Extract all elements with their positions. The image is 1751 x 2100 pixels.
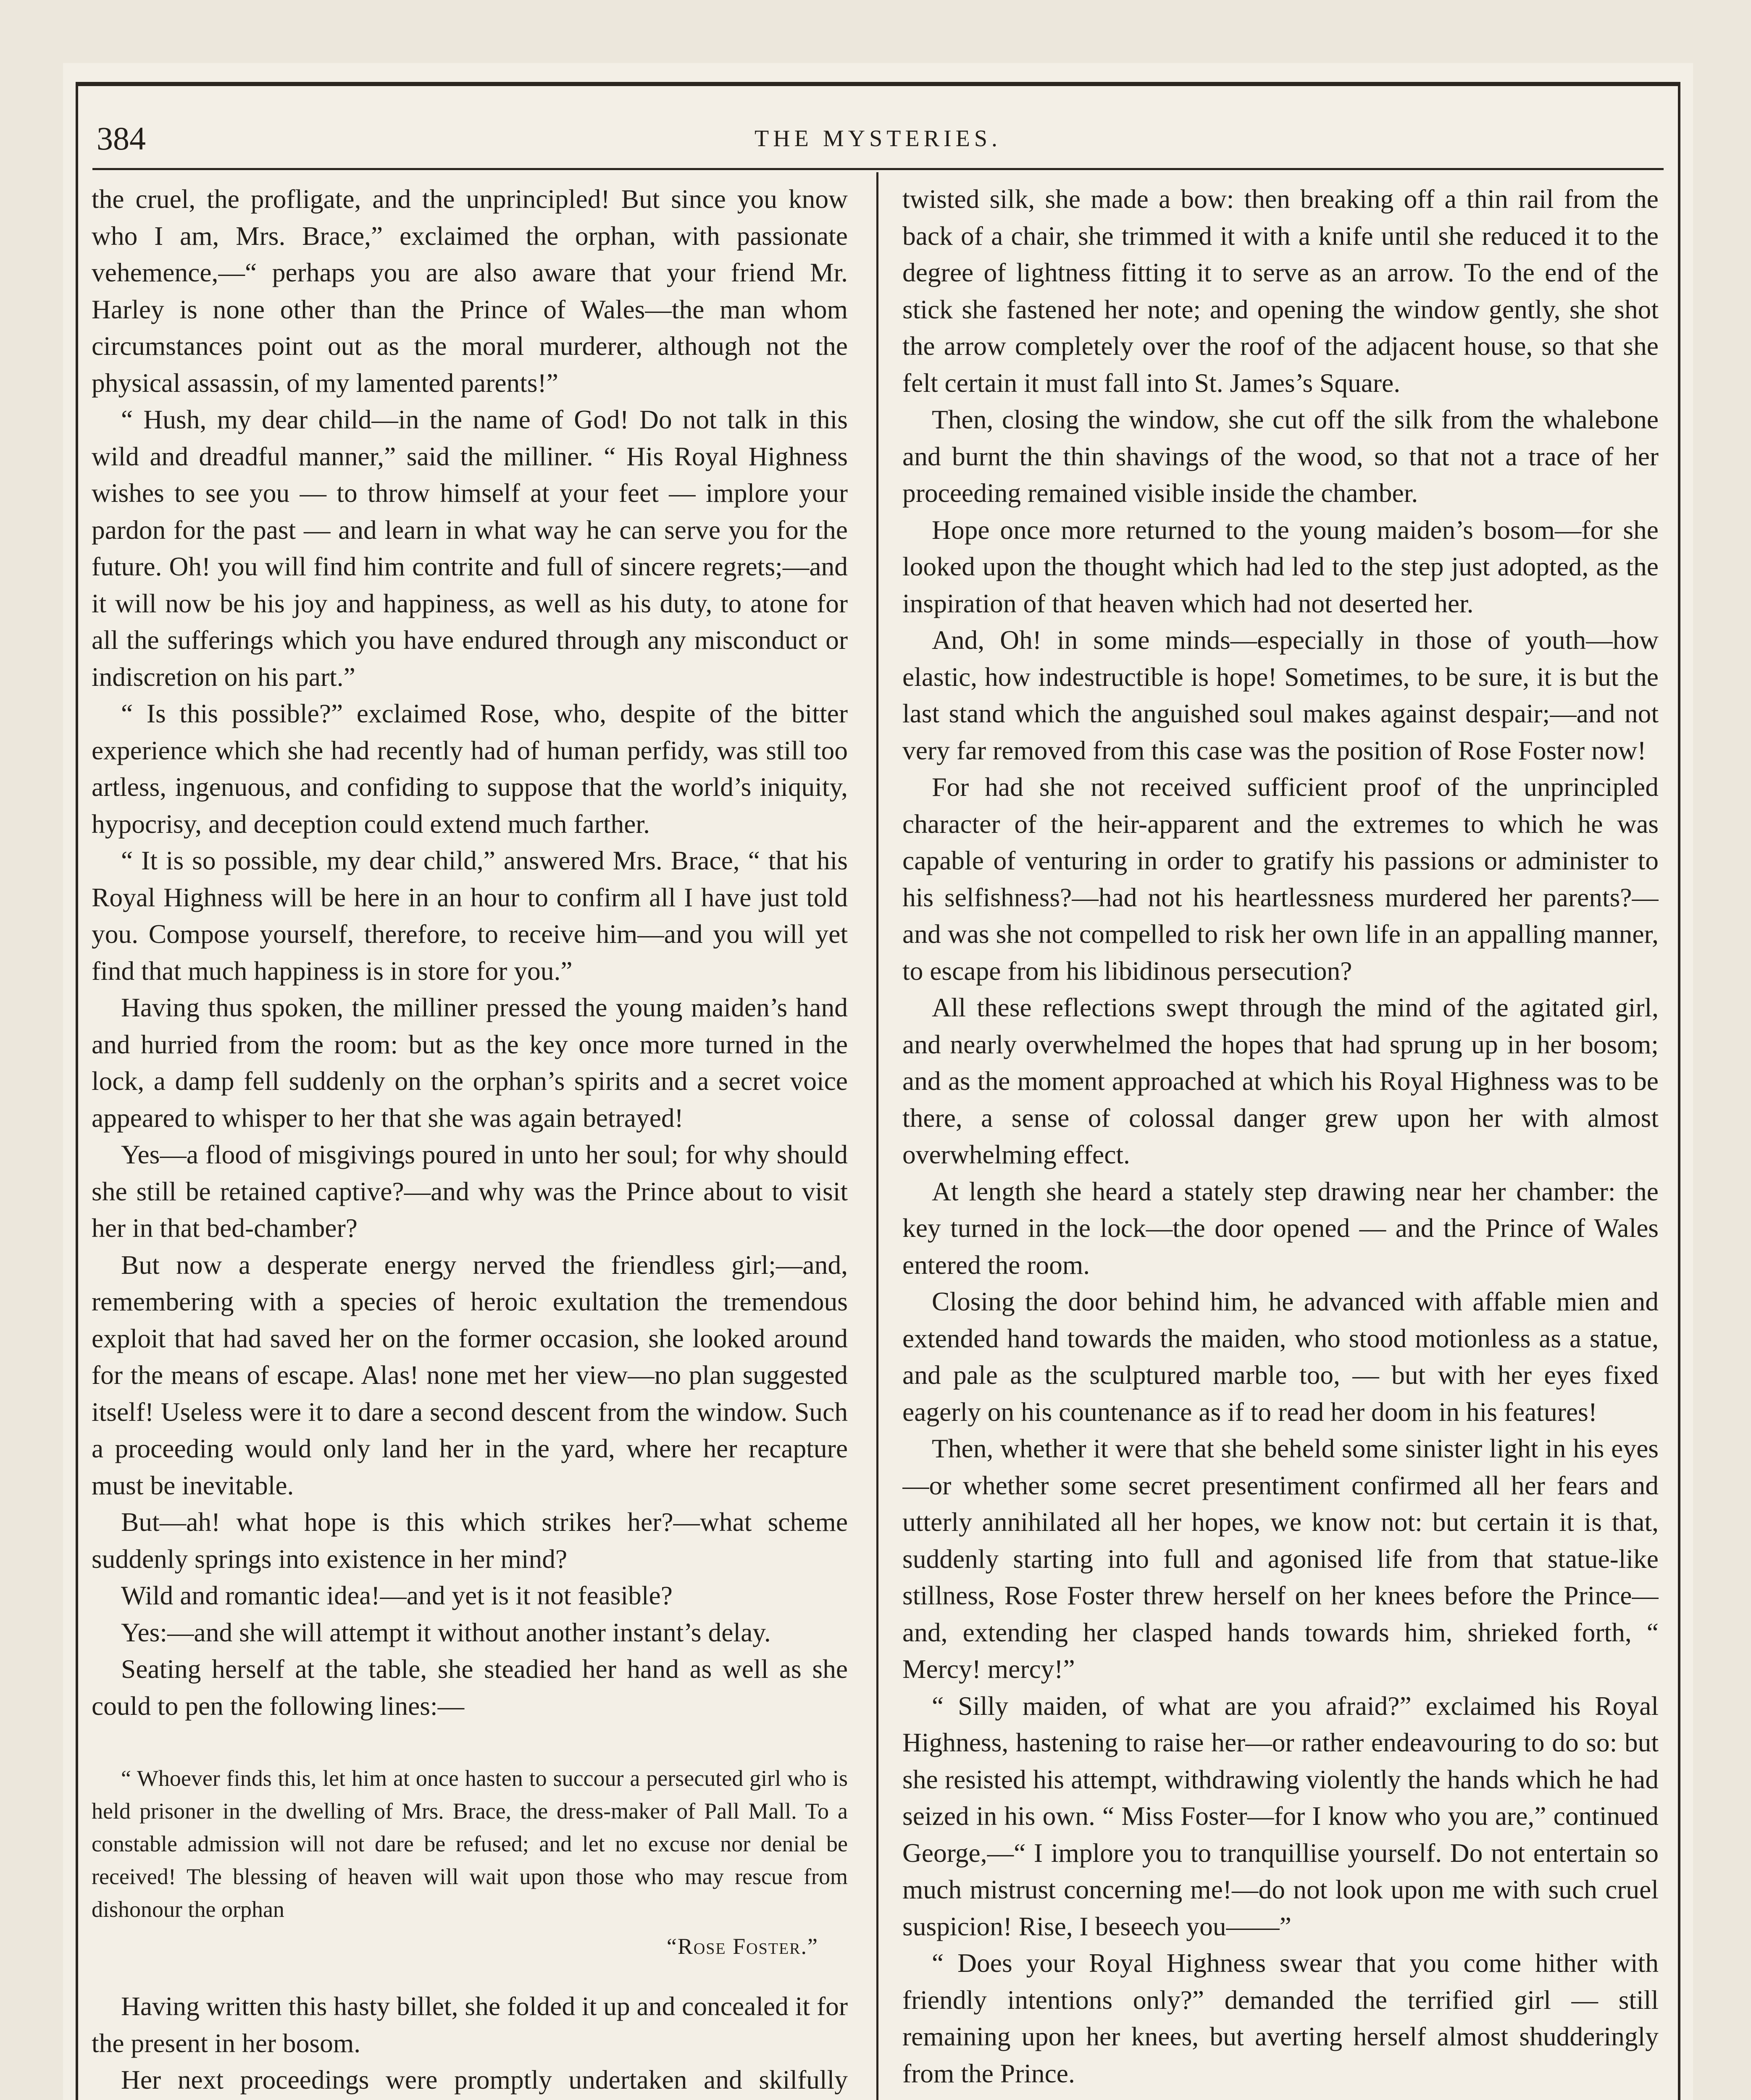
paragraph: “ Is this possible?” exclaimed Rose, who, despite of the bitter experience which she had recently had of human perfidy, was still too artless, ingenuous, and confiding to suppose that the world’s iniquity, hypocrisy, and deception could extend much farther. [92,698,848,839]
paragraph: Then, closing the window, she cut off the silk from the whalebone and burnt the thin shavings of the wood, so that not a trace of her proceeding remained visible inside the chamber. [902,404,1659,508]
paragraph: Yes:—and she will attempt it without another instant’s delay. [121,1617,771,1647]
header-rule [92,168,1664,170]
running-title: THE MYSTERIES. [755,126,1002,152]
paragraph: All these reflections swept through the mind of the agitated girl, and nearly overwhelmed the hopes that had sprung up in her bosom; and as the moment approached at which his Royal Highness was to be there, a sense of colossal danger grew upon her with almost overwhelming effect. [902,992,1659,1169]
paragraph: the cruel, the profligate, and the unprincipled! But since you know who I am, Mrs. Brace,” exclaimed the orphan, with passionate vehemence,—“ perhaps you are also aware that your friend Mr. Harley is none other than the Prince of Wales—the man whom circumstances point out as the moral murderer, although not the physical assassin, of my lamented parents!” [92,184,848,398]
paragraph: “ It is so possible, my dear child,” answered Mrs. Brace, “ that his Royal Highness will be here in an hour to confirm all I have just told you. Compose yourself, therefore, to receive him—and you will yet find that much happiness is in store for you.” [92,845,848,986]
paragraph: Wild and romantic idea!—and yet is it not feasible? [121,1580,673,1610]
paragraph: Having written this hasty billet, she folded it up and concealed it for the present in her bosom. [92,1991,848,2058]
paragraph: Then, whether it were that she beheld some sinister light in his eyes—or whether some secret presentiment confirmed all her fears and utterly annihilated all her hopes, we know not: but certain it is that, suddenly starting into full and agonised life from that statue-like stillness, Rose Foster threw herself on her knees before the Prince—and, extending her clasped hands towards him, shrieked forth, “ Mercy! mercy!” [902,1433,1659,1684]
paragraph: Having thus spoken, the milliner pressed the young maiden’s hand and hurried from the room: but as the key once more turned in the lock, a damp fell suddenly on the orphan’s spirits and a secret voice appeared to whisper to her that she was again betrayed! [92,992,848,1133]
right-column [902,181,1659,2100]
paragraph: “ Hush, my dear child—in the name of God! Do not talk in this wild and dreadful manner,” said the milliner. “ His Royal Highness wishes to see you — to throw himself at your feet — implore your pardon for the past — and learn in what way he can serve you for the future. Oh! you will find him contrite and full of sincere regrets;—and it will now be his joy and happiness, as well as his duty, to atone for all the sufferings which you have endured through any misconduct or indiscretion on his part.” [92,404,848,692]
paragraph: “ Does your Royal Highness swear that you come hither with friendly intentions only?” demanded the terrified girl — still remaining upon her knees, but averting herself almost shudderingly from the Prince. [902,1948,1659,2088]
paragraph: Seating herself at the table, she steadied her hand as well as she could to pen the following lines:— [92,1654,848,1721]
paragraph: twisted silk, she made a bow: then breaking off a thin rail from the back of a chair, she trimmed it with a knife until she reduced it to the degree of lightness fitting it to serve as an arrow. To the end of the stick she fastened her note; and opening the window gently, she shot the arrow completely over the roof of the adjacent house, so that she felt certain it must fall into St. James’s Square. [902,184,1659,398]
paragraph: But now a desperate energy nerved the friendless girl;—and, remembering with a species of heroic exultation the tremendous exploit that had saved her on the former occasion, she looked around for the means of escape. Alas! none met her view—no plan suggested itself! Useless were it to dare a second descent from the window. Such a proceeding would only land her in the yard, where her recapture must be inevitable. [92,1250,848,1500]
paragraph: And, Oh! in some minds—especially in those of youth—how elastic, how indestructible is hope! Sometimes, to be sure, it is but the last stand which the anguished soul makes against despair;—and not very far removed from this case was the position of Rose Foster now! [902,625,1659,765]
paragraph: Closing the door behind him, he advanced with affable mien and extended hand towards the maiden, who stood motionless as a statue, and pale as the sculptured marble too, — but with her eyes fixed eagerly on his countenance as if to read her doom in his features! [902,1286,1659,1427]
paragraph: For had she not received sufficient proof of the unprincipled character of the heir-apparent and the extremes to which he was capable of venturing in order to gratify his passions or administer to his selfishness?—had not his heartlessness murdered her parents?—and was she not compelled to risk her own life in an appalling manner, to escape from his libidinous persecution? [902,772,1659,986]
note-text: “ Whoever finds this, let him at once hasten to succour a persecuted girl who is held prisoner in the dwelling of Mrs. Brace, the dress-maker of Pall Mall. To a constable admission will not dare be refused; and let no excuse nor denial be received! The blessing of heaven will wait upon those who may rescue from dishonour the orphan [92,1766,848,1922]
quoted-note [92,1762,848,1963]
paragraph: “ Silly maiden, of what are you afraid?” exclaimed his Royal Highness, hastening to raise her—or rather endeavouring to do so: but she resisted his attempt, withdrawing violently the hands which he had seized in his own. “ Miss Foster—for I know who you are,” continued George,—“ I implore you to tranquillise yourself. Do not entertain so much mistrust concerning me!—do not look upon me with such cruel suspicion! Rise, I beseech you——” [902,1690,1659,1941]
paragraph: But—ah! what hope is this which strikes her?—what scheme suddenly springs into existence in her mind? [92,1507,848,1574]
column-divider [876,172,878,2100]
paragraph: Yes—a flood of misgivings poured in unto her soul; for why should she still be retained captive?—and why was the Prince about to visit her in that bed-chamber? [92,1139,848,1243]
paragraph: Her next proceedings were promptly undertaken and skilfully [121,2065,848,2095]
note-signature: “Rose Foster.” [666,1934,818,1959]
left-column [92,181,848,2100]
book-page [63,63,1693,2100]
page-header [88,113,1668,164]
paragraph: At length she heard a stately step drawing near her chamber: the key turned in the lock—the door opened — and the Prince of Wales entered the room. [902,1176,1659,1280]
top-rule [76,82,1680,86]
page-number: 384 [97,120,146,157]
paragraph: Hope once more returned to the young maiden’s bosom—for she looked upon the thought which had led to the step just adopted, as the inspiration of that heaven which had not deserted her. [902,514,1659,618]
